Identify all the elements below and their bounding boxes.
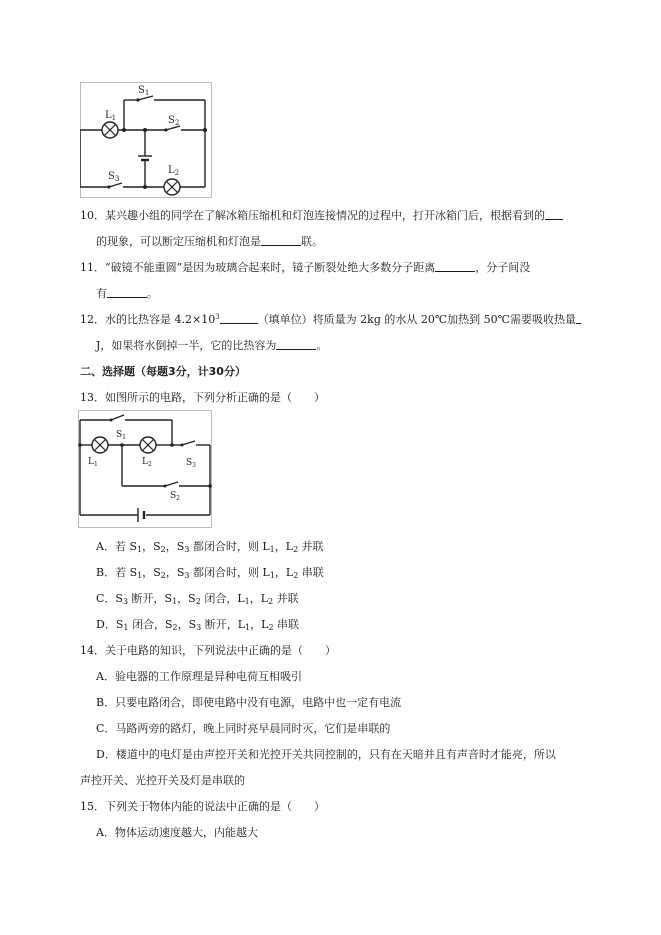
q13-stem: 13．如图所示的电路，下列分析正确的是（ ）: [80, 391, 325, 404]
q12-text-2: （填单位）将质量为 2kg 的水从 20℃加热到 50℃需要吸收热量: [257, 313, 576, 326]
q14-option-b: B．只要电路闭合，即使电路中没有电源，电路中也一定有电流: [96, 696, 402, 709]
q10-line1: [80, 207, 563, 223]
q11-blank-1: [435, 261, 475, 272]
q11-blank-2: [107, 287, 147, 298]
q15-option-a: A．物体运动速度越大，内能越大: [96, 826, 258, 839]
q10-text-3: 联。: [301, 235, 323, 248]
q10-text: 10．某兴趣小组的同学在了解冰箱压缩机和灯泡连接情况的过程中，打开冰箱门后，根据看到的: [80, 209, 545, 222]
label-s3: $S_3$: [108, 171, 120, 183]
label-s3: $S_3$: [186, 458, 196, 469]
section-heading: 二、选择题（每题3分，计30分）: [80, 365, 246, 378]
lamp-l1: [102, 122, 118, 138]
q12-exponent: 3: [215, 313, 220, 321]
label-l2: $L_2$: [142, 457, 152, 468]
q11-text-4: 。: [147, 287, 158, 300]
circuit-figure-2: [78, 410, 212, 528]
q10-blank-1: [545, 209, 563, 220]
circuit-figure-1: [80, 82, 212, 198]
q12-blank-2: [576, 313, 581, 324]
lamp-l2: [140, 437, 156, 453]
q10-blank-2: [261, 235, 301, 246]
q12-text-3: J，如果将水倒掉一半，它的比热容为: [96, 339, 277, 352]
q13-option-d: D．$S_1$ 闭合，$S_2$，$S_3$ 断开，$L_1$，$L_2$ 串联: [96, 618, 300, 632]
q11-line1: [80, 259, 530, 275]
q14-option-d-continued: 声控开关、光控开关及灯是串联的: [80, 774, 245, 787]
q14-stem: 14．关于电路的知识，下列说法中正确的是（ ）: [80, 644, 336, 657]
q10-text-2: 的现象，可以断定压缩机和灯泡是: [96, 235, 261, 248]
q13-option-a: A．若 $S_1$，$S_2$，$S_3$ 都闭合时，则 $L_1$，$L_2$ 并联: [96, 540, 324, 554]
label-l1: $L_1$: [105, 110, 117, 122]
q11-text-2: ，分子间没: [475, 261, 531, 274]
q13-option-c: C．$S_3$ 断开，$S_1$，$S_2$ 闭合，$L_1$，$L_2$ 并联: [96, 592, 299, 606]
q12-text-4: 。: [316, 339, 328, 352]
label-s1: $S_1$: [116, 430, 126, 441]
q11-line2: [96, 285, 158, 301]
q11-text-3: 有: [96, 287, 107, 300]
q14-option-d: D．楼道中的电灯是由声控开关和光控开关共同控制的，只有在天暗并且有声音时才能亮，所以: [96, 748, 556, 761]
label-s2: $S_2$: [170, 491, 180, 502]
label-s1: $S_1$: [138, 85, 150, 97]
q13-option-b: B．若 $S_1$，$S_2$，$S_3$ 都闭合时，则 $L_1$，$L_2$ 串联: [96, 566, 324, 580]
label-s2: $S_2$: [168, 115, 180, 127]
q12-blank-3: [276, 339, 316, 350]
q14-option-c: C．马路两旁的路灯，晚上同时亮早晨同时灭，它们是串联的: [96, 722, 391, 735]
label-l1: $L_1$: [88, 457, 98, 468]
q10-line2: [96, 233, 323, 249]
lamp-l1: [92, 437, 108, 453]
q15-stem: 15．下列关于物体内能的说法中正确的是（ ）: [80, 800, 325, 813]
lamp-l2: [164, 179, 180, 195]
q11-text: 11．“破镜不能重圆”是因为玻璃合起来时，镜子断裂处绝大多数分子距离: [80, 261, 436, 274]
q14-option-a: A．验电器的工作原理是异种电荷互相吸引: [96, 670, 302, 683]
q12-line2: [96, 337, 327, 353]
label-l2: $L_2$: [168, 165, 180, 177]
q12-text: 12．水的比热容是 4.2×10: [80, 313, 216, 326]
q12-line1: [80, 311, 581, 327]
q12-blank-1: [220, 313, 258, 324]
